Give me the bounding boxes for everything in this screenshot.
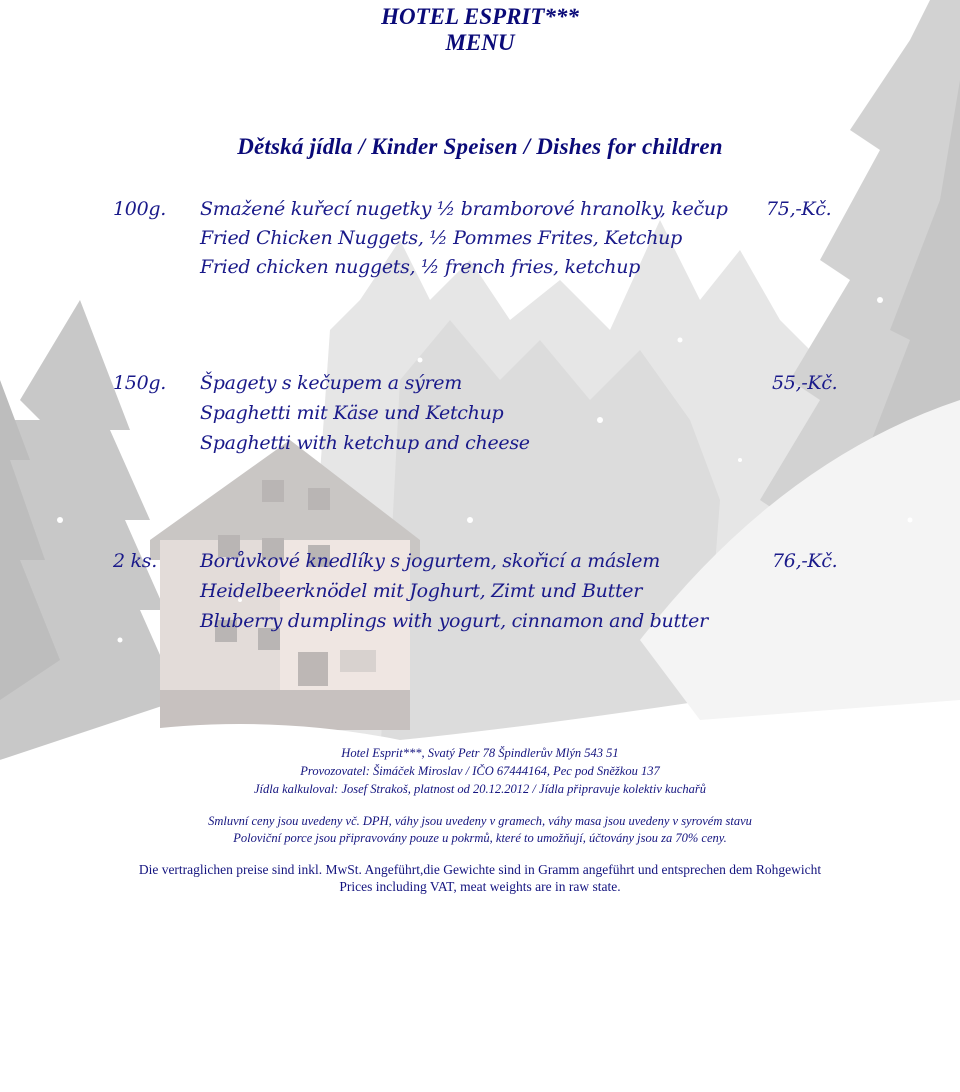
menu-title: MENU [445,30,515,55]
item-name-cz: Borůvkové knedlíky s jogurtem, skořicí a máslem [200,550,660,572]
item-name-de: Heidelbeerknödel mit Joghurt, Zimt und Butter [200,580,643,602]
item-name-en: Bluberry dumplings with yogurt, cinnamon and butter [200,610,708,632]
item-quantity: 2 ks. [113,550,157,572]
footer-half-portions: Poloviční porce jsou připravovány pouze u pokrmů, které to umožňují, účtovány jsou za 70% ceny. [233,831,727,845]
item-price: 55,-Kč. [772,372,838,394]
item-price: 75,-Kč. [766,198,832,220]
footer-contract-de: Die vertraglichen preise sind inkl. MwSt. Angeführt,die Gewichte sind in Gramm angeführt und entsprechen dem Rohgewicht [138,862,822,877]
item-name-en: Fried chicken nuggets, ½ french fries, ketchup [200,256,641,278]
footer-contract-cz: Smluvní ceny jsou uvedeny vč. DPH, váhy jsou uvedeny v gramech, váhy masa jsou uvedeny v syrovém stavu [208,814,752,828]
item-name-cz: Smažené kuřecí nugetky ½ bramborové hranolky, kečup [200,198,728,220]
item-name-de: Fried Chicken Nuggets, ½ Pommes Frites, Ketchup [200,227,682,249]
item-quantity: 150g. [113,372,166,394]
item-name-en: Spaghetti with ketchup and cheese [200,432,530,454]
footer-address: Hotel Esprit***, Svatý Petr 78 Špindlerův Mlýn 543 51 [341,746,619,760]
footer-contract-en: Prices including VAT, meat weights are in raw state. [339,879,621,894]
item-quantity: 100g. [113,198,166,220]
hotel-title: HOTEL ESPRIT*** [381,4,579,29]
section-heading: Dětská jídla / Kinder Speisen / Dishes for children [237,134,723,159]
footer-calculated: Jídla kalkuloval: Josef Strakoš, platnost od 20.12.2012 / Jídla připravuje kolektiv kuchařů [254,782,706,796]
item-name-cz: Špagety s kečupem a sýrem [200,372,462,394]
item-price: 76,-Kč. [772,550,838,572]
item-name-de: Spaghetti mit Käse und Ketchup [200,402,504,424]
footer-operator: Provozovatel: Šimáček Miroslav / IČO 67444164, Pec pod Sněžkou 137 [300,764,660,778]
